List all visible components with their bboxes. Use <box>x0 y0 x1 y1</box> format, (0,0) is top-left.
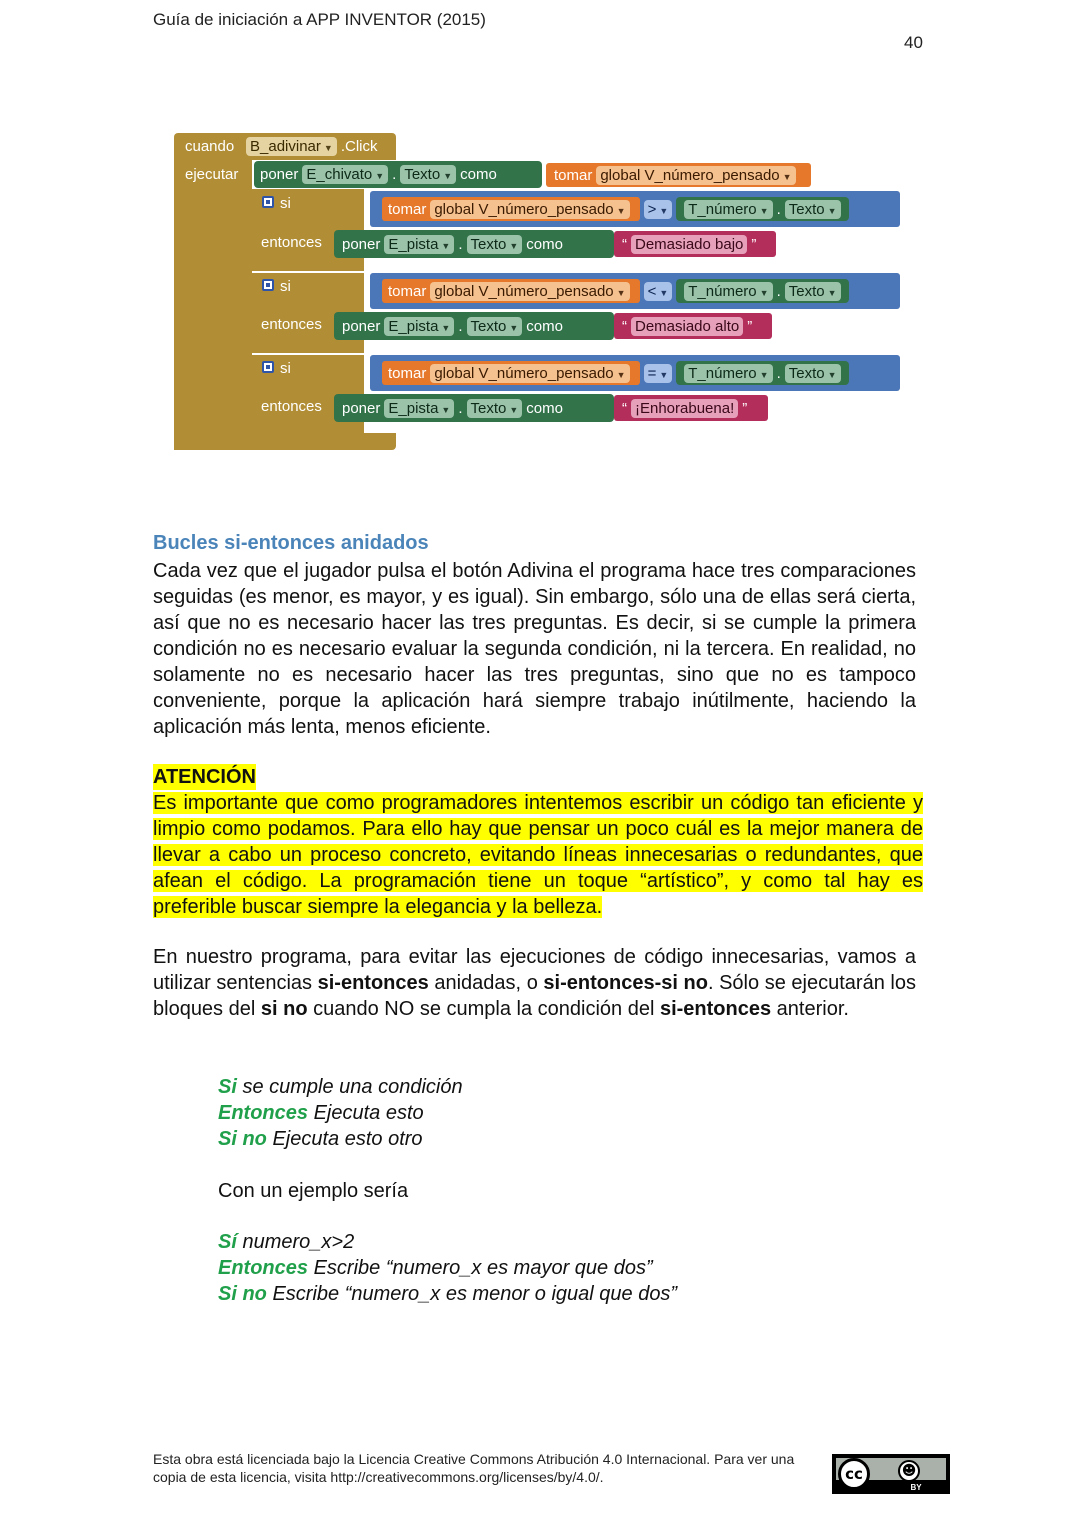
example-code <box>218 1229 677 1307</box>
cc-icon: cc <box>838 1458 870 1490</box>
dropdown-icon: ▼ <box>441 322 451 333</box>
by-label: BY <box>910 1483 922 1492</box>
event-body <box>174 160 252 450</box>
then-label-1: entonces <box>261 234 322 251</box>
dropdown-icon: ▼ <box>759 287 769 298</box>
if-label-3: si <box>262 360 291 377</box>
pseudo-line: Si no Ejecuta esto otro <box>218 1128 423 1150</box>
when-label: cuando <box>185 138 235 155</box>
dropdown-icon: ▼ <box>659 287 669 298</box>
texto-chip[interactable]: Texto ▼ <box>467 399 523 418</box>
dropdown-icon: ▼ <box>441 240 451 251</box>
event-component-chip[interactable]: B_adivinar ▼ <box>246 137 337 156</box>
dropdown-icon: ▼ <box>509 404 519 415</box>
license-text: Esta obra está licenciada bajo la Licencia Creative Commons Atribución 4.0 Internacional. Para ver una copia de esta licencia, visita http://creativecommons.org/licenses/by/4.0/. <box>153 1451 795 1485</box>
cond-texto-3: T_número ▼ . Texto ▼ <box>676 361 848 385</box>
texto-chip[interactable]: Texto ▼ <box>467 317 523 336</box>
paragraph-3: En nuestro programa, para evitar las ejecuciones de código innecesarias, vamos a utilizar sentencias si-entonces anidadas, o si-entonces-si no. Sólo se ejecutarán los bloques del si no cuando NO se cumpla la condición del si-entonces anterior. <box>153 946 916 1020</box>
cond-get-2: tomar global V_número_pensado ▼ <box>382 279 640 303</box>
event-component: B_adivinar ▼ .Click <box>242 137 377 156</box>
cc-by-badge <box>832 1454 950 1494</box>
var-chip[interactable]: global V_número_pensado ▼ <box>596 166 795 185</box>
pista-chip[interactable]: E_pista ▼ <box>384 235 454 254</box>
blocks-figure <box>174 133 904 453</box>
dropdown-icon: ▼ <box>616 287 626 298</box>
tnumero-chip[interactable]: T_número ▼ <box>684 282 772 301</box>
pseudocode <box>218 1074 463 1152</box>
set-pista-1: poner E_pista ▼ . Texto ▼ como <box>334 230 614 258</box>
tnumero-chip[interactable]: T_número ▼ <box>684 200 772 219</box>
dropdown-icon: ▼ <box>827 369 837 380</box>
cond-var-chip[interactable]: global V_número_pensado ▼ <box>430 364 629 383</box>
section-title: Bucles si-entonces anidados <box>153 532 429 554</box>
header-title: Guía de iniciación a APP INVENTOR (2015) <box>153 10 486 29</box>
compare-block-2 <box>370 273 900 309</box>
dropdown-icon: ▼ <box>616 369 626 380</box>
mutator-icon[interactable] <box>262 196 274 208</box>
texto-chip[interactable]: Texto ▼ <box>400 165 456 184</box>
dropdown-icon: ▼ <box>659 205 669 216</box>
dropdown-icon: ▼ <box>759 369 769 380</box>
text-block-2: “ Demasiado alto ” <box>614 313 772 339</box>
dropdown-icon: ▼ <box>827 287 837 298</box>
event-footer <box>174 433 396 450</box>
if-label-2: si <box>262 278 291 295</box>
attention-title: ATENCIÓN <box>153 766 256 788</box>
cond-var-chip[interactable]: global V_número_pensado ▼ <box>430 200 629 219</box>
get-var-block: tomar global V_número_pensado ▼ <box>546 163 811 187</box>
dropdown-icon: ▼ <box>759 205 769 216</box>
dropdown-icon: ▼ <box>375 171 385 181</box>
example-line: Sí numero_x>2 <box>218 1231 355 1253</box>
pseudo-line: Si se cumple una condición <box>218 1076 463 1098</box>
text-block-3: “ ¡Enhorabuena! ” <box>614 395 768 421</box>
set-pista-3: poner E_pista ▼ . Texto ▼ como <box>334 394 614 422</box>
message-chip[interactable]: Demasiado alto <box>631 317 743 336</box>
paragraph-1: Cada vez que el jugador pulsa el botón Adivina el programa hace tres comparaciones seguidas (es menor, es mayor, y es igual). Sin embargo, sólo una de ellas será cierta, así que no es necesario hacer las tres preguntas. Es decir, si se cumple la primera condición no es necesario evaluar la segunda condición, ni la tercera. En realidad, no solamente no es necesario hacer las tres preguntas, sino que no es tampoco conveniente, porque la aplicación hará siempre trabajo inútilmente, haciendo la aplicación más lenta, menos eficiente. <box>153 560 916 738</box>
then-label-2: entonces <box>261 316 322 333</box>
pista-chip[interactable]: E_pista ▼ <box>384 317 454 336</box>
if-label-1: si <box>262 195 291 212</box>
cond-get-3: tomar global V_número_pensado ▼ <box>382 361 640 385</box>
chivato-chip[interactable]: E_chivato ▼ <box>302 165 388 184</box>
cond-get-1: tomar global V_número_pensado ▼ <box>382 197 640 221</box>
mutator-icon[interactable] <box>262 361 274 373</box>
texto-chip[interactable]: Texto ▼ <box>785 364 841 383</box>
attention-text: Es importante que como programadores intentemos escribir un código tan eficiente y limpio como podamos. Para ello hay que pensar un poco cuál es la mejor manera de llevar a cabo un proceso concreto, evitando líneas innecesarias o redundantes, que afean el código. La programación tiene un toque “artístico”, y como tal hay es preferible buscar siempre la elegancia y la belleza. <box>153 792 923 918</box>
texto-chip[interactable]: Texto ▼ <box>785 282 841 301</box>
compare-block-3 <box>370 355 900 391</box>
dropdown-icon: ▼ <box>509 322 519 333</box>
dropdown-icon: ▼ <box>509 240 519 251</box>
text-block-1: “ Demasiado bajo ” <box>614 231 776 257</box>
dropdown-icon: ▼ <box>323 143 333 153</box>
cond-var-chip[interactable]: global V_número_pensado ▼ <box>430 282 629 301</box>
message-chip[interactable]: Demasiado bajo <box>631 235 747 254</box>
texto-chip[interactable]: Texto ▼ <box>467 235 523 254</box>
pseudo-line: Entonces Ejecuta esto <box>218 1102 424 1124</box>
set-chivato-block: poner E_chivato ▼ . Texto ▼ como <box>254 161 542 188</box>
dropdown-icon: ▼ <box>616 205 626 216</box>
message-chip[interactable]: ¡Enhorabuena! <box>631 399 738 418</box>
tnumero-chip[interactable]: T_número ▼ <box>684 364 772 383</box>
operator-chip[interactable]: = ▼ <box>644 364 673 383</box>
operator-chip[interactable]: < ▼ <box>644 282 673 301</box>
dropdown-icon: ▼ <box>782 171 792 182</box>
operator-chip[interactable]: > ▼ <box>644 200 673 219</box>
dropdown-icon: ▼ <box>659 369 669 380</box>
dropdown-icon: ▼ <box>441 404 451 415</box>
then-label-3: entonces <box>261 398 322 415</box>
compare-block-1 <box>370 191 900 227</box>
dropdown-icon: ▼ <box>827 205 837 216</box>
cond-texto-2: T_número ▼ . Texto ▼ <box>676 279 848 303</box>
mutator-icon[interactable] <box>262 279 274 291</box>
texto-chip[interactable]: Texto ▼ <box>785 200 841 219</box>
do-label: ejecutar <box>185 166 239 183</box>
cond-texto-1: T_número ▼ . Texto ▼ <box>676 197 848 221</box>
page-number: 40 <box>904 33 923 52</box>
set-pista-2: poner E_pista ▼ . Texto ▼ como <box>334 312 614 340</box>
example-line: Entonces Escribe “numero_x es mayor que dos” <box>218 1257 653 1279</box>
example-line: Si no Escribe “numero_x es menor o igual que dos” <box>218 1283 678 1305</box>
person-icon: ☻ <box>898 1460 920 1482</box>
pista-chip[interactable]: E_pista ▼ <box>384 399 454 418</box>
example-intro: Con un ejemplo sería <box>218 1180 409 1202</box>
dropdown-icon: ▼ <box>443 171 453 181</box>
